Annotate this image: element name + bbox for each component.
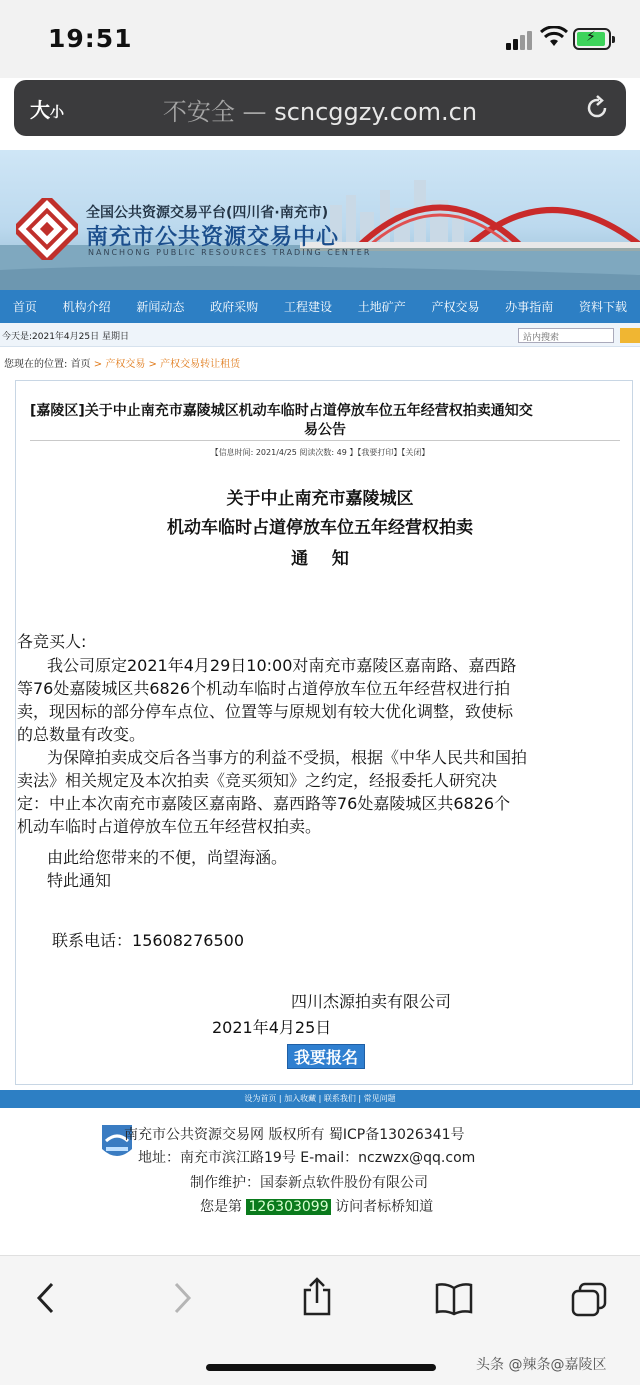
footer-copyright: 南充市公共资源交易网 版权所有 蜀ICP备13026341号 [124, 1127, 465, 1143]
notice-heading-1: 关于中止南充市嘉陵城区 [226, 489, 414, 509]
footer-address: 地址：南充市滨江路19号 E-mail：nczwzx@qq.com [138, 1150, 476, 1166]
notice-heading-2: 机动车临时占道停放车位五年经营权拍卖 [167, 518, 473, 538]
nav-item-downloads[interactable]: 资料下载 [579, 300, 628, 314]
search-button[interactable] [620, 328, 640, 343]
notice-salutation: 各竞买人: [17, 632, 87, 651]
contact-phone: 联系电话：15608276500 [52, 931, 244, 950]
article-meta: 【信息时间: 2021/4/25 阅读次数: 49 】【我要打印】【关闭】 [210, 448, 430, 457]
visitor-counter: 您是第 126303099 访问者标桥知道 [200, 1199, 434, 1215]
insecure-label: 不安全 — [162, 98, 267, 126]
nav-item-land[interactable]: 土地矿产 [357, 300, 406, 314]
tabs-icon[interactable] [570, 1282, 608, 1318]
nav-item-news[interactable]: 新闻动态 [136, 300, 185, 314]
forward-icon[interactable] [170, 1280, 194, 1316]
article-title: [嘉陵区]关于中止南充市嘉陵城区机动车临时占道停放车位五年经营权拍卖通知交 易公告 [30, 403, 533, 438]
notice-paragraph-line: 卖法》相关规定及本次拍卖《竞买须知》之约定，经报委托人研究决 [17, 771, 498, 790]
wifi-icon [540, 26, 568, 48]
address-bar[interactable] [14, 80, 626, 136]
status-time: 19:51 [48, 24, 133, 53]
text-size-button[interactable]: 大小 [30, 98, 64, 122]
battery-icon: ⚡ [573, 28, 611, 50]
apply-button[interactable]: 我要报名 [287, 1044, 365, 1069]
breadcrumb: 您现在的位置: 首页 > 产权交易 > 产权交易转让租赁 [4, 359, 241, 370]
current-date: 今天是:2021年4月25日 星期日 [2, 332, 129, 342]
notice-paragraph-line: 机动车临时占道停放车位五年经营权拍卖。 [17, 817, 322, 836]
nav-item-property[interactable]: 产权交易 [431, 300, 480, 314]
nav-item-about[interactable]: 机构介绍 [62, 300, 111, 314]
watermark: 头条 @辣条@嘉陵区 [476, 1357, 607, 1373]
back-icon[interactable] [34, 1280, 58, 1316]
notice-heading-3: 通 知 [291, 549, 349, 569]
notice-paragraph-line: 我公司原定2021年4月29日10:00对南充市嘉陵区嘉南路、嘉西路 [47, 656, 517, 675]
notice-closing: 特此通知 [47, 871, 112, 890]
notice-paragraph-line: 等76处嘉陵城区共6826个机动车临时占道停放车位五年经营权进行拍 [17, 679, 511, 698]
status-bar [0, 0, 640, 78]
url-text: scncggzy.com.cn [274, 98, 478, 126]
date-bar [0, 323, 640, 347]
notice-paragraph-line: 卖，现因标的部分停车点位、位置等与原规划有较大优化调整，致使标 [17, 702, 514, 721]
visitor-count: 126303099 [248, 1199, 329, 1215]
platform-name: 全国公共资源交易平台(四川省·南充市) [86, 205, 329, 221]
breadcrumb-home[interactable]: 首页 [70, 359, 91, 370]
nav-item-construction[interactable]: 工程建设 [283, 300, 332, 314]
main-nav [0, 290, 640, 323]
cellular-signal-icon [506, 30, 534, 50]
share-icon[interactable] [300, 1276, 334, 1318]
center-name: 南充市公共资源交易中心 [86, 225, 340, 250]
issue-date: 2021年4月25日 [212, 1018, 332, 1037]
notice-apology: 由此给您带来的不便，尚望海涵。 [47, 848, 288, 867]
nav-item-home[interactable]: 首页 [12, 300, 37, 314]
breadcrumb-transfer[interactable]: 产权交易转让租赁 [160, 359, 241, 370]
reload-icon[interactable] [584, 94, 610, 122]
title-divider [30, 440, 620, 441]
breadcrumb-property[interactable]: 产权交易 [105, 359, 146, 370]
nav-item-guide[interactable]: 办事指南 [505, 300, 554, 314]
notice-paragraph-line: 定：中止本次南充市嘉陵区嘉南路、嘉西路等76处嘉陵城区共6826个 [17, 794, 511, 813]
nav-item-procurement[interactable]: 政府采购 [210, 300, 259, 314]
notice-paragraph-line: 的总数量有改变。 [17, 725, 146, 744]
site-logo [16, 198, 78, 260]
url-display[interactable] [14, 92, 626, 127]
center-name-en: NANCHONG PUBLIC RESOURCES TRADING CENTER [88, 248, 372, 257]
site-search-input[interactable]: 站内搜索 [518, 328, 614, 343]
issuer-company: 四川杰源拍卖有限公司 [291, 992, 452, 1011]
bookmarks-icon[interactable] [434, 1282, 474, 1316]
footer-maintainer: 制作维护：国泰新点软件股份有限公司 [190, 1175, 428, 1191]
home-indicator[interactable] [206, 1364, 436, 1371]
site-banner [0, 150, 640, 290]
footer-links[interactable]: 设为首页 | 加入收藏 | 联系我们 | 常见问题 [0, 1090, 640, 1108]
notice-paragraph-line: 为保障拍卖成交后各当事方的利益不受损，根据《中华人民共和国拍 [47, 748, 528, 767]
